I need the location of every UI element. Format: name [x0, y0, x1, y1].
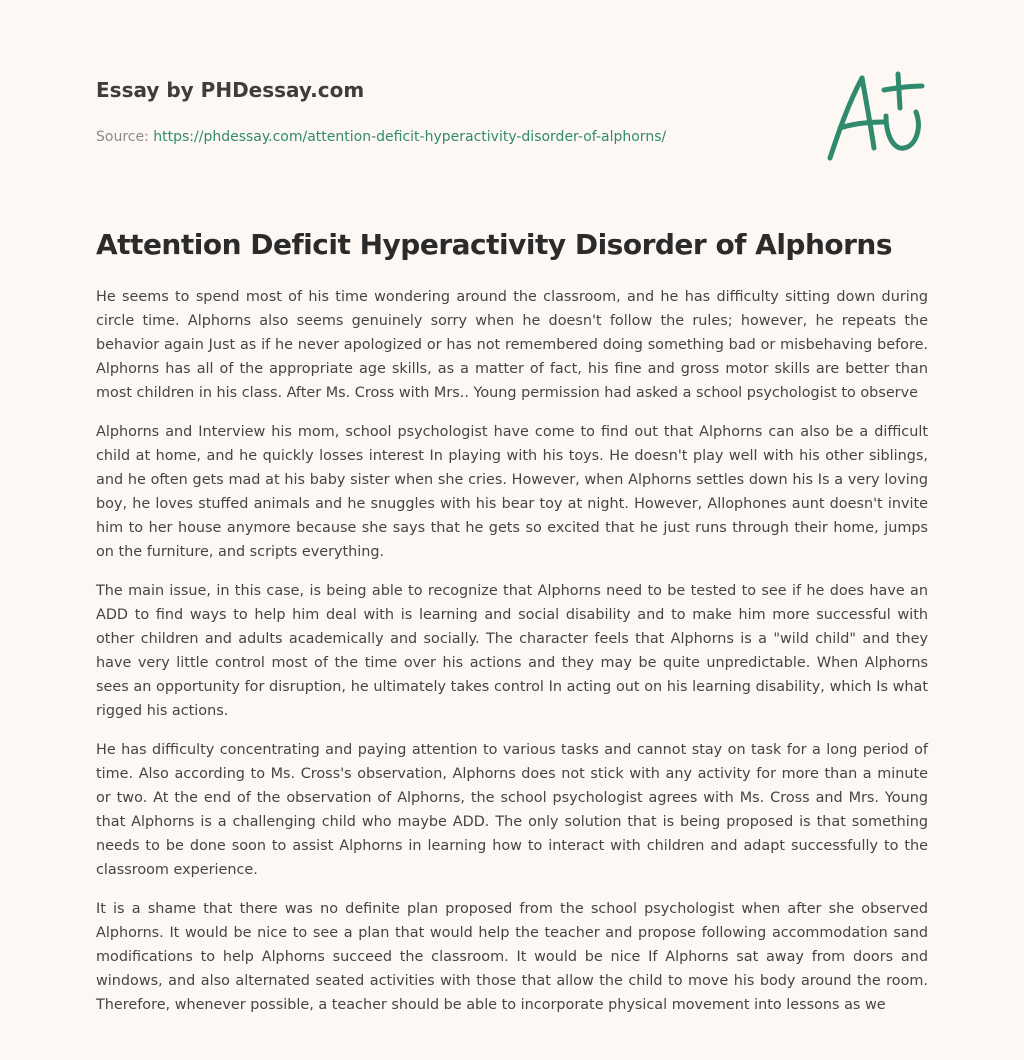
- essay-paragraph: Alphorns and Interview his mom, school psychologist have come to find out that Alphorns can also be a difficult child at home, and he quickly losses interest In playing with his toys. He doesn't play well with his other siblings, and he often gets mad at his baby sister when she cries. However, when Alphorns settles down his Is a very loving boy, he loves stuffed animals and he snuggles with his bear toy at night. However, Allophones aunt doesn't invite him to her house anymore because she says that he gets so excited that he just runs through their home, jumps on the furniture, and scripts everything.: [96, 424, 928, 560]
- essay-body: [96, 285, 928, 1032]
- essay-header: [96, 76, 716, 147]
- source-link[interactable]: https://phdessay.com/attention-deficit-hyperactivity-disorder-of-alphorns/: [153, 129, 667, 145]
- essay-paragraph: It is a shame that there was no definite plan proposed from the school psychologist when after she observed Alphorns. It would be nice to see a plan that would help the teacher and propose following accommodation sand modifications to help Alphorns succeed the classroom. It would be nice If Alphorns sat away from doors and windows, and also alternated seated activities with those that allow the child to move his body around the room. Therefore, whenever possible, a teacher should be able to incorporate physical movement into lessons as we: [96, 901, 928, 1013]
- a-plus-grade-logo: [818, 66, 930, 166]
- essay-title: Attention Deficit Hyperactivity Disorder of Alphorns: [96, 228, 893, 261]
- essay-paragraph: He seems to spend most of his time wondering around the classroom, and he has difficulty sitting down during circle time. Alphorns also seems genuinely sorry when he doesn't follow the rules; however, he repeats the behavior again Just as if he never apologized or has not remembered doing something bad or misbehaving before. Alphorns has all of the appropriate age skills, as a matter of fact, his fine and gross motor skills are better than most children in his class. After Ms. Cross with Mrs.. Young permission had asked a school psychologist to observe: [96, 289, 928, 401]
- source-line: [96, 127, 716, 147]
- source-label: Source:: [96, 129, 154, 145]
- site-title: Essay by PHDessay.com: [96, 78, 365, 102]
- essay-paragraph: The main issue, in this case, is being able to recognize that Alphorns need to be tested to see if he does have an ADD to find ways to help him deal with is learning and social disability and to make him more successful with other children and adults academically and socially. The character feels that Alphorns is a "wild child" and they have very little control most of the time over his actions and they may be quite unpredictable. When Alphorns sees an opportunity for disruption, he ultimately takes control In acting out on his learning disability, which Is what rigged his actions.: [96, 583, 928, 719]
- essay-paragraph: He has difficulty concentrating and paying attention to various tasks and cannot stay on task for a long period of time. Also according to Ms. Cross's observation, Alphorns does not stick with any activity for more than a minute or two. At the end of the observation of Alphorns, the school psychologist agrees with Ms. Cross and Mrs. Young that Alphorns is a challenging child who maybe ADD. The only solution that is being proposed is that something needs to be done soon to assist Alphorns in learning how to interact with children and adapt successfully to the classroom experience.: [96, 742, 928, 878]
